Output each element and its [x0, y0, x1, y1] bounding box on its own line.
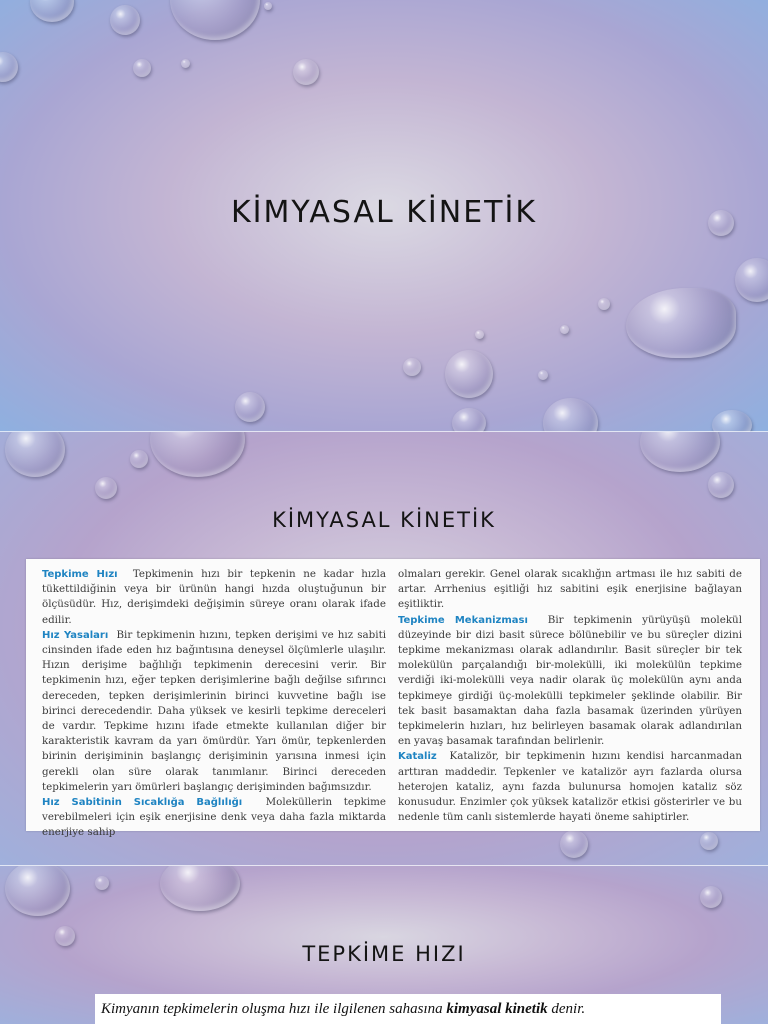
paragraph-text: olmaları gerekir. Genel olarak sıcaklığın artması ile hız sabiti de artar. Arrhenius eşitliği hız sabitini eşik enerjisine bağlayan eşitliktir. [398, 568, 742, 611]
water-drop [640, 432, 720, 472]
paragraph-tepkime-hizi [42, 567, 386, 628]
paragraph-kataliz [398, 749, 742, 825]
water-drop [560, 325, 569, 334]
water-drop [30, 0, 74, 22]
water-drop [5, 432, 65, 477]
water-drop [700, 832, 718, 850]
paragraph-hiz-sabiti [42, 795, 386, 841]
paragraph-text: Tepkimenin hızı bir tepkenin ne kadar hızla tükettildiğinin veya bir ürünün hangi hızda oluştuğunun bir ölçüsüdür. Hız, derişimdeki değişimin süreye oranı olarak ifade edilir. [42, 568, 386, 626]
paragraph-text: Katalizör, bir tepkimenin hızını kendisi harcanmadan arttıran maddedir. Tepkenler ve katalizör ayrı fazlarda olursa heterojen kataliz, aynı fazda bulunursa homojen kataliz söz konusudur. Enzimler çok yüksek katalizör etkisi gösterirler ve bu nedenle tüm canlı sistemlerde hayati öneme sahiptirler. [398, 750, 742, 824]
water-drop [598, 298, 610, 310]
term-heading: Hız Yasaları [42, 629, 109, 641]
paragraph-text: Bir tepkimenin yürüyüşü molekül düzeyinde bir dizi basit sürece bölünebilir ve bu süreçler dizini tepkime mekanizması olarak adlandırılır. Basit süreçler bir tek molekülün parçalandığı bir-molekülli, iki molekülün tepkime verdiği iki-molekülli veya nadir olarak üç molekülün aynı anda tepkimeye girdiği üç-molekülli tepkimeler şeklinde olabilir. Bir tek basit basamaktan daha fazla basamak üzerinden yürüyen tepkimelerin hızları, hız belirleyen basamak olarak adlandırılan en yavaş basamak tarafından belirlenir. [398, 613, 742, 748]
term-heading: Kataliz [398, 751, 437, 763]
water-drop [735, 258, 768, 302]
paragraph-text: Moleküllerin tepkime verebilmeleri için eşik enerjisine denk veya daha fazla miktarda enerjiye sahip [42, 796, 387, 839]
water-drop [5, 866, 70, 916]
water-drop [708, 472, 734, 498]
paragraph-hiz-yasalari [42, 628, 386, 795]
section-slide [0, 866, 768, 1024]
excerpt-column-left [42, 567, 386, 841]
water-drop [475, 330, 484, 339]
water-drop [452, 408, 486, 432]
term-heading: Hız Sabitinin Sıcaklığa Bağlılığı [42, 797, 243, 809]
water-drop [95, 477, 117, 499]
water-drop [181, 59, 190, 68]
slide-title: KİMYASAL KİNETİK [272, 508, 496, 532]
slide-title: TEPKİME HIZI [302, 942, 466, 966]
water-drop [560, 830, 588, 858]
sentence-text: denir. [547, 1001, 586, 1017]
content-slide [0, 432, 768, 866]
slide-title: KİMYASAL KİNETİK [230, 195, 538, 230]
water-drop [700, 886, 722, 908]
water-drop [133, 59, 151, 77]
water-drop [538, 370, 548, 380]
water-drop [130, 450, 148, 468]
excerpt-column-right [398, 567, 742, 825]
water-drop [150, 432, 245, 477]
paragraph-continued [398, 567, 742, 613]
term-heading: Tepkime Mekanizması [398, 614, 528, 626]
water-drop [160, 866, 240, 911]
water-drop [264, 2, 272, 10]
term-heading: Tepkime Hızı [42, 569, 118, 580]
water-drop [95, 876, 109, 890]
water-drop [626, 288, 736, 358]
water-drop [0, 52, 18, 82]
water-drop [110, 5, 140, 35]
title-slide [0, 0, 768, 432]
sentence-text: Kimyanın tepkimelerin oluşma hızı ile ilgilenen sahasına [101, 1001, 447, 1017]
water-drop [170, 0, 260, 40]
water-drop [712, 410, 752, 432]
paragraph-text: Bir tepkimenin hızını, tepken derişimi ve hız sabiti cinsinden ifade eden hız bağıntısına deneysel ölçümlerle ulaşılır. Hızın derişime bağlılığı tepkimenin derecesini verir. Bir tepkimenin hızı, eğer tepken derişimlerine bağlı değilse sıfırıncı dereceden, tepken derişimlerinin birinci kuvvetine bağlı ise birinci derecedendir. Daha yüksek ve kesirli tepkime dereceleri de vardır. Tepkime hızını ifade etmekte kullanılan diğer bir karakteristik kavram da yarı ömürdür. Yarı ömür, tepkenlerden birinin derişiminin başlangıç derişiminin yarısına inmesi için gerekli olan süre olarak tanımlanır. Birinci dereceden tepkimelerin yarı ömürleri başlangıç derişiminden bağımsızdır. [42, 628, 386, 793]
water-drop [293, 59, 319, 85]
water-drop [445, 350, 493, 398]
definition-sentence [95, 994, 721, 1024]
water-drop [403, 358, 421, 376]
water-drop [235, 392, 265, 422]
paragraph-mekanizma [398, 613, 742, 750]
water-drop [543, 398, 598, 432]
sentence-keyword: kimyasal kinetik [446, 1001, 548, 1017]
textbook-excerpt [26, 559, 760, 839]
